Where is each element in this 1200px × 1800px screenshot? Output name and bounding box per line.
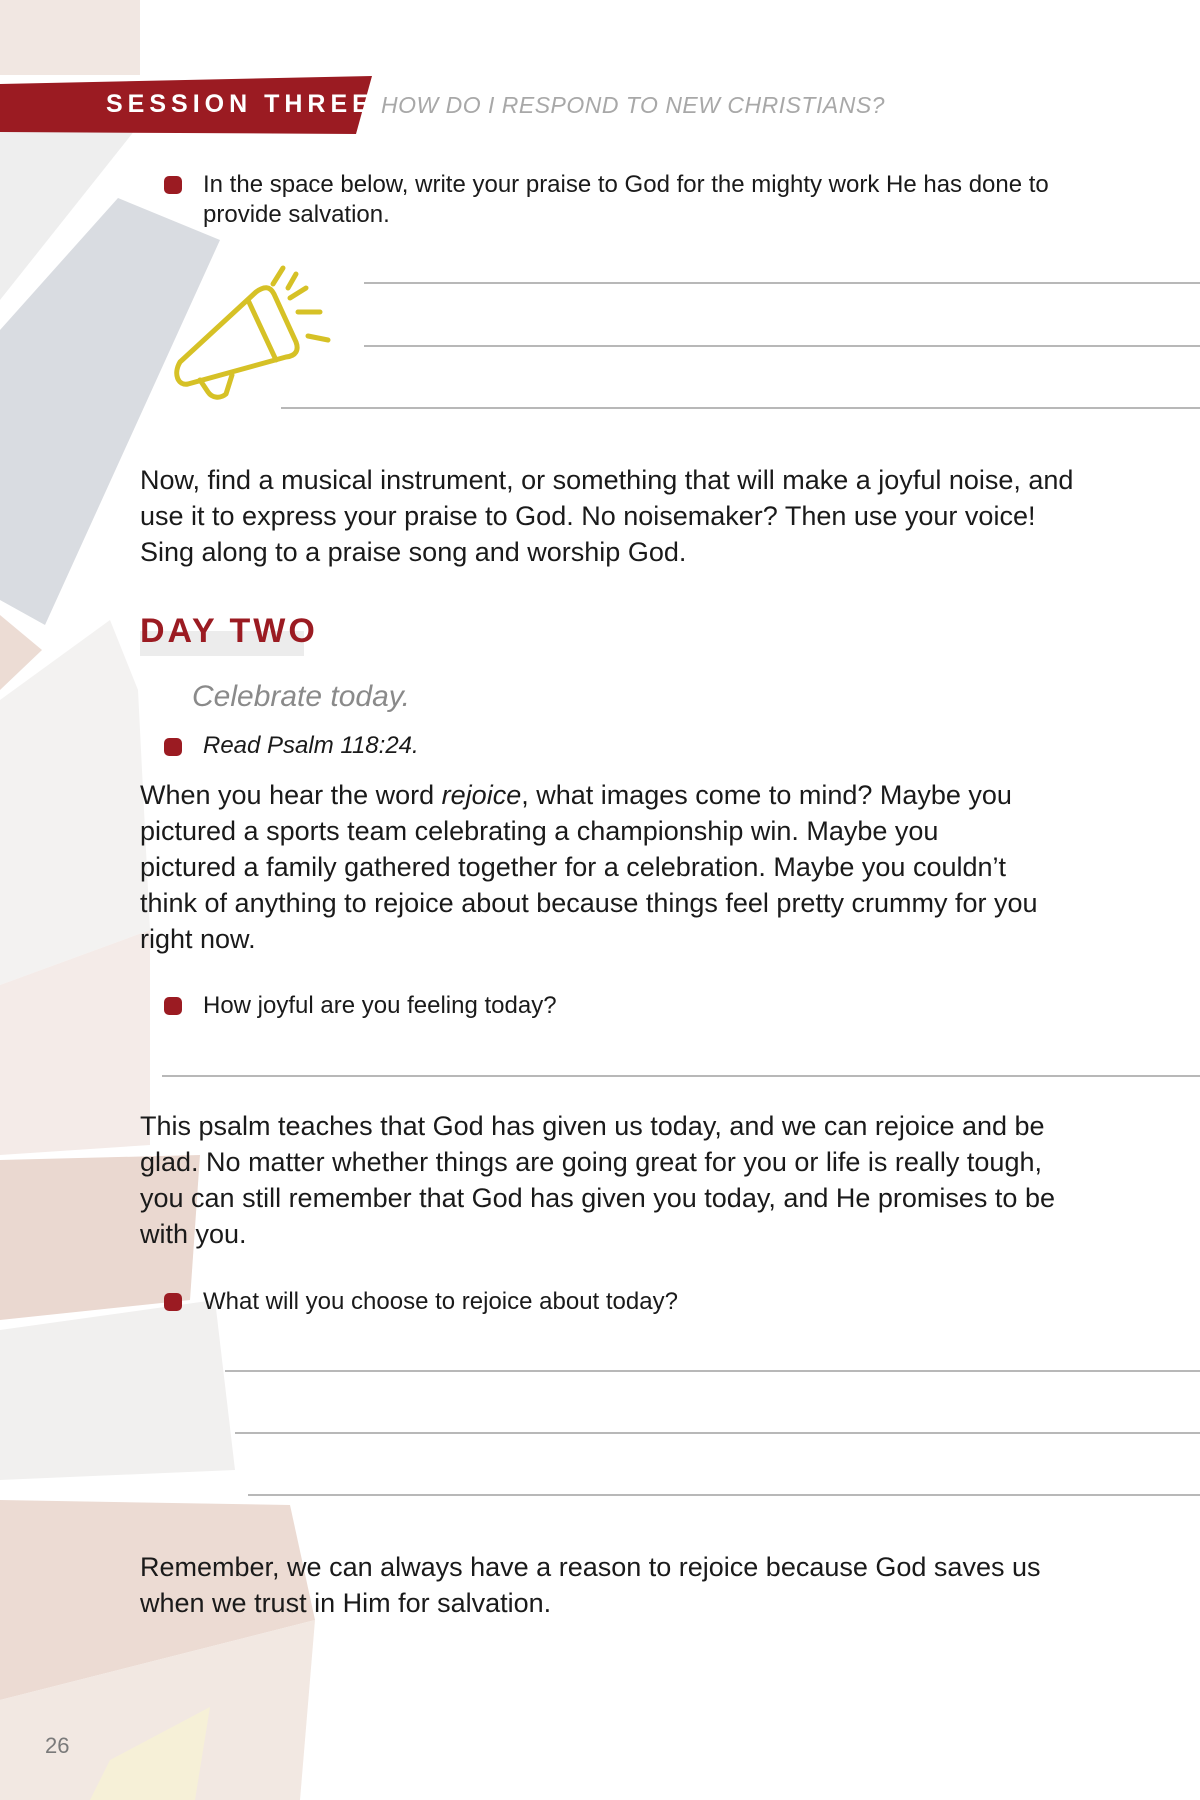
- reading-instruction: Read Psalm 118:24.: [203, 732, 419, 759]
- answer-line[interactable]: [364, 345, 1200, 347]
- rejoice-word: rejoice: [441, 780, 522, 810]
- rejoice-text-lead: When you hear the word: [140, 780, 442, 810]
- rejoice-paragraph: [140, 777, 1040, 957]
- instrument-paragraph: Now, find a musical instrument, or something that will make a joyful noise, and use it to express your praise to God. No noisemaker? Then use your voice! Sing along to a praise song and worship God.: [140, 465, 1074, 567]
- psalm-paragraph: This psalm teaches that God has given us today, and we can rejoice and be glad. No matter whether things are going great for you or life is really tough, you can still remember that God has given you today, and He promises to be with you.: [140, 1111, 1055, 1249]
- praise-prompt: In the space below, write your praise to God for the mighty work He has done to provide salvation.: [203, 171, 1049, 228]
- session-label: SESSION THREE: [106, 90, 374, 118]
- answer-line[interactable]: [364, 282, 1200, 284]
- bullet-icon: [164, 738, 182, 756]
- answer-line[interactable]: [225, 1370, 1200, 1372]
- bullet-icon: [164, 997, 182, 1015]
- remember-paragraph: Remember, we can always have a reason to rejoice because God saves us when we trust in Him for salvation.: [140, 1552, 1041, 1618]
- day-subhead: Celebrate today.: [192, 680, 410, 713]
- bullet-icon: [164, 176, 182, 194]
- rejoice-prompt: What will you choose to rejoice about today?: [203, 1288, 678, 1315]
- day-title: DAY TWO: [140, 612, 318, 650]
- header-subtitle: HOW DO I RESPOND TO NEW CHRISTIANS?: [381, 92, 885, 118]
- answer-line[interactable]: [235, 1432, 1200, 1434]
- joyful-prompt: How joyful are you feeling today?: [203, 992, 557, 1019]
- answer-line[interactable]: [248, 1494, 1200, 1496]
- page-number: 26: [45, 1733, 70, 1758]
- megaphone-icon: [168, 262, 348, 412]
- rejoice-text-rest: , what images come to mind? Maybe you pictured a sports team celebrating a championship win. Maybe you pictured a family gathered together for a celebration. Maybe you couldn’t think of anything to rejoice about because things feel pretty crummy for you right now.: [140, 780, 1038, 954]
- bullet-icon: [164, 1293, 182, 1311]
- answer-line[interactable]: [162, 1075, 1200, 1077]
- bg-shape-pale-gray: [0, 1300, 235, 1480]
- bg-shape-top-beige: [0, 0, 140, 75]
- answer-line[interactable]: [281, 407, 1200, 409]
- bg-shape-light-gray: [0, 620, 150, 985]
